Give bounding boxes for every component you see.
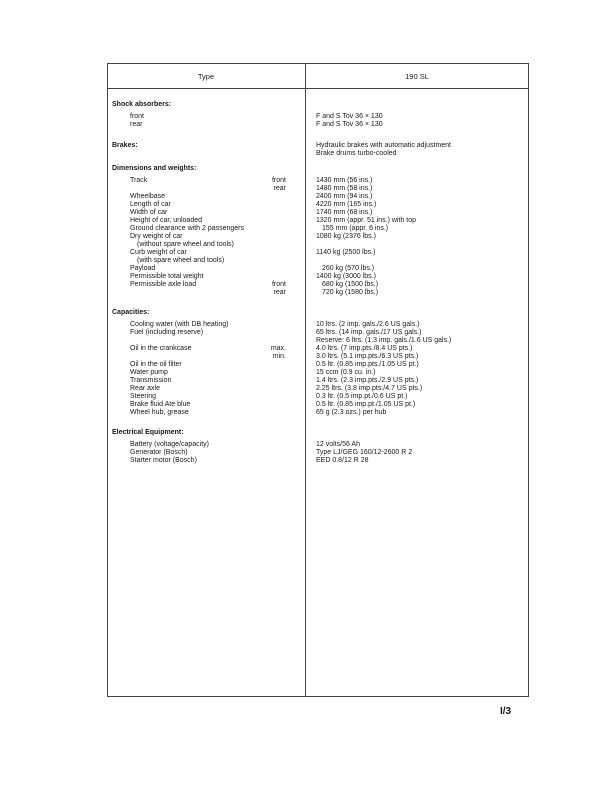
axle-rear-value: 720 kg (1580 lbs.)	[322, 289, 379, 296]
fuel-label: Fuel (including reserve)	[130, 329, 204, 336]
fuel-value: 65 ltrs. (14 imp. gals./17 US gals.)	[316, 329, 422, 336]
electrical-heading: Electrical Equipment:	[112, 429, 184, 436]
rear-axle-value: 2.25 ltrs. (3.8 imp.pts./4.7 US pts.)	[316, 385, 423, 392]
length-value: 4220 mm (165 ins.)	[316, 201, 377, 208]
shock-front-label: front	[130, 113, 145, 120]
brakes-value-2: Brake drums turbo-cooled	[316, 150, 397, 157]
axle-front-qualifier: front	[271, 281, 286, 288]
starter-label: Starter motor (Bosch)	[130, 457, 197, 464]
oil-max-value: 4.0 ltrs. (7 imp.pts./8.4 US pts.)	[316, 345, 413, 352]
width-label: Width of car	[130, 209, 168, 216]
curb-weight-note: (with spare wheel and tools)	[137, 257, 225, 264]
wheel-hub-label: Wheel hub, grease	[130, 409, 189, 416]
axle-load-label: Permissible axle load	[130, 281, 197, 288]
payload-value: 260 kg (570 lbs.)	[322, 265, 375, 272]
cooling-value: 10 ltrs. (2 imp. gals./2.6 US gals.)	[316, 321, 420, 328]
type-header: Type	[197, 72, 215, 81]
battery-value: 12 volts/56 Ah	[316, 441, 360, 448]
brake-fluid-value: 0.5 ltr. (0.85 imp.pt./1.05 US pt.)	[316, 401, 416, 408]
track-label: Track	[130, 177, 148, 184]
fuel-reserve-value: Reserve: 6 ltrs. (1.3 imp. gals./1.6 US gals.)	[316, 337, 452, 344]
dry-weight-label: Dry weight of car	[130, 233, 183, 240]
brake-fluid-label: Brake fluid Ate blue	[130, 401, 191, 408]
total-weight-value: 1400 kg (3000 lbs.)	[316, 273, 376, 280]
axle-rear-qualifier: rear	[273, 289, 286, 296]
water-pump-value: 15 ccm (0.9 cu. in.)	[316, 369, 376, 376]
height-label: Height of car, unloaded	[130, 217, 202, 224]
height-value: 1320 mm (appr. 51 ins.) with top	[316, 217, 416, 224]
payload-label: Payload	[130, 265, 156, 272]
clearance-label: Ground clearance with 2 passengers	[130, 225, 245, 232]
steering-label: Steering	[130, 393, 157, 400]
dimensions-heading: Dimensions and weights:	[112, 165, 197, 172]
length-label: Length of car	[130, 201, 171, 208]
clearance-value: 155 mm (appr. 6 ins.)	[322, 225, 389, 232]
oil-filter-label: Oil in the oil filter	[130, 361, 182, 368]
track-rear-value: 1480 mm (58 ins.)	[316, 185, 373, 192]
generator-label: Generator (Bosch)	[130, 449, 188, 456]
oil-filter-value: 0.5 ltr. (0.85 imp.pts./1.05 US pt.)	[316, 361, 419, 368]
track-rear-qualifier: rear	[273, 185, 286, 192]
oil-max-qualifier: max.	[270, 345, 286, 352]
water-pump-label: Water pump	[130, 369, 168, 376]
model-header: 190 SL	[405, 72, 429, 81]
generator-value: Type LJ/GEG 160/12-2600 R 2	[316, 449, 413, 456]
rear-axle-label: Rear axle	[130, 385, 160, 392]
brakes-value-1: Hydraulic brakes with automatic adjustment	[316, 142, 452, 149]
cooling-label: Cooling water (with DB heating)	[130, 321, 229, 328]
curb-weight-label: Curb weight of car	[130, 249, 187, 256]
shock-front-value: F and S Tov 36 × 130	[316, 113, 383, 120]
shock-rear-label: rear	[130, 121, 143, 128]
starter-value: EED 0.8/12 R 28	[316, 457, 369, 464]
width-value: 1740 mm (68 ins.)	[316, 209, 373, 216]
wheelbase-value: 2400 mm (94 ins.)	[316, 193, 373, 200]
wheelbase-label: Wheelbase	[130, 193, 166, 200]
wheel-hub-value: 65 g (2.3 ozs.) per hub	[316, 409, 387, 416]
transmission-label: Transmission	[130, 377, 172, 384]
steering-value: 0.3 ltr. (0.5 imp.pt./0.6 US pt.)	[316, 393, 408, 400]
page-number: I/3	[500, 706, 512, 717]
track-front-value: 1430 mm (56 ins.)	[316, 177, 373, 184]
battery-label: Battery (voltage/capacity)	[130, 441, 209, 448]
transmission-value: 1.4 ltrs. (2.3 imp.pts./2.9 US pts.)	[316, 377, 419, 384]
crankcase-oil-label: Oil in the crankcase	[130, 345, 192, 352]
dry-weight-value: 1080 kg (2376 lbs.)	[316, 233, 376, 240]
total-weight-label: Permissible total weight	[130, 273, 204, 280]
column-divider	[305, 64, 306, 696]
dry-weight-note: (without spare wheel and tools)	[137, 241, 234, 248]
track-front-qualifier: front	[271, 177, 286, 184]
brakes-heading: Brakes:	[112, 142, 138, 149]
curb-weight-value: 1140 kg (2500 lbs.)	[316, 249, 376, 256]
shock-absorbers-heading: Shock absorbers:	[112, 101, 172, 108]
axle-front-value: 680 kg (1500 lbs.)	[322, 281, 379, 288]
oil-min-value: 3.0 ltrs. (5.1 imp.pts./6.3 US pts.)	[316, 353, 419, 360]
oil-min-qualifier: min.	[272, 353, 286, 360]
header-divider	[108, 88, 528, 89]
capacities-heading: Capacities:	[112, 309, 150, 316]
shock-rear-value: F and S Tov 36 × 130	[316, 121, 383, 128]
